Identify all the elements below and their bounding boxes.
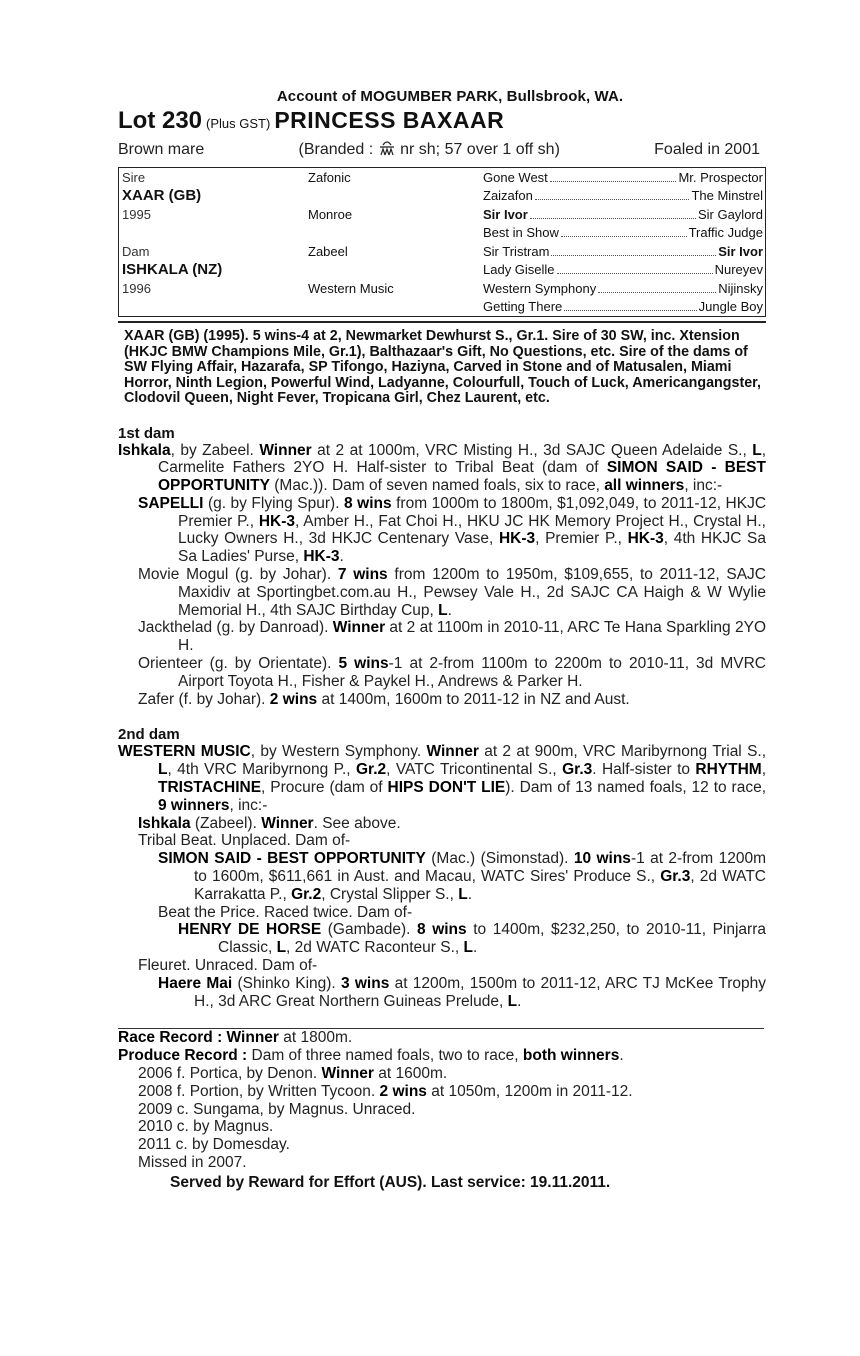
pedigree-row: Getting There Jungle Boy [483,299,763,315]
first-dam-heading: 1st dam [118,424,175,442]
produce-item: 2009 c. Sungama, by Magnus. Unraced. [138,1100,416,1118]
pedigree-row: 1996 Western Music Western Symphony Nijinsky [122,280,763,296]
brand-info: (Branded : nr sh; 57 over 1 off sh) [298,141,560,158]
sire-name: XAAR (GB) [122,187,202,205]
produce-item: 2008 f. Portion, by Written Tycoon. 2 wins at 1050m, 1200m in 2011-12. [138,1082,633,1100]
progeny-entry: Movie Mogul (g. by Johar). 7 wins from 1200m to 1950m, $109,655, to 2011-12, SAJC Maxidiv at Sportingbet.com.au H., Pewsey Vale H., 2d SAJC CA Haigh & W Wylie Memorial H., 4th SAJC Birthday Cup, L. [138,566,766,619]
horse-subline [118,139,766,159]
progeny-entry: Beat the Price. Raced twice. Dam of- [158,903,413,921]
second-dam-entry: WESTERN MUSIC, by Western Symphony. Winner at 2 at 900m, VRC Maribyrnong Trial S., L, 4th VRC Maribyrnong P., Gr.2, VATC Tricontinental S., Gr.3. Half-sister to RHYTHM, TRISTACHINE, Procure (dam of HIPS DON'T LIE). Dam of 13 named foals, 12 to race, 9 winners, inc:- [118,743,767,814]
horse-description: Brown mare [118,141,205,158]
gst-note: (Plus GST) [206,116,271,131]
first-dam-entry: Ishkala, by Zabeel. Winner at 2 at 1000m, VRC Misting H., 3d SAJC Queen Adelaide S., L, Carmelite Fathers 2YO H. Half-sister to Tribal Beat (dam of SIMON SAID - BEST OPPORTUNITY (Mac.)). Dam of seven named foals, six to race, all winners, inc:- [118,441,767,495]
progeny-entry: Fleuret. Unraced. Dam of- [138,957,318,975]
foaled-year: Foaled in 2001 [654,141,760,158]
progeny-entry: HENRY DE HORSE (Gambade). 8 wins to 1400m, $232,250, to 2010-11, Pinjarra Classic, L, 2d WATC Raconteur S., L. [178,921,766,957]
dam-name: ISHKALA (NZ) [122,261,223,279]
lot-line [118,107,766,135]
pedigree-row: 1995 Monroe Sir Ivor Sir Gaylord [122,206,763,222]
progeny-entry: Tribal Beat. Unplaced. Dam of- [138,832,351,850]
pedigree-table [118,167,766,317]
produce-item: 2010 c. by Magnus. [138,1118,274,1136]
divider [118,321,766,323]
produce-item: 2011 c. by Domesday. [138,1136,290,1154]
progeny-entry: SIMON SAID - BEST OPPORTUNITY (Mac.) (Simonstad). 10 wins-1 at 2-from 1200m to 1600m, $611,661 in Aust. and Macau, WATC Sires' Produce S., Gr.3, 2d WATC Karrakatta P., Gr.2, Crystal Slipper S., L. [158,850,767,903]
first-dam-section [118,442,766,709]
produce-item: 2006 f. Portica, by Denon. Winner at 1600m. [138,1065,448,1082]
served-note: Served by Reward for Effort (AUS). Last service: 19.11.2011. [170,1173,611,1191]
brand-mark-icon [378,139,396,157]
pedigree-row: Dam Zabeel Sir Tristram Sir Ivor [122,243,763,259]
progeny-entry: Orienteer (g. by Orientate). 5 wins-1 at 2-from 1100m to 2200m to 2010-11, 3d MVRC Airport Toyota H., Fisher & Paykel H., Andrews & Parker H. [138,655,766,690]
produce-record: Produce Record : Dam of three named foals, two to race, both winners. [118,1047,624,1065]
sire-summary: XAAR (GB) (1995). 5 wins-4 at 2, Newmarket Dewhurst S., Gr.1. Sire of 30 SW, inc. Xtension (HKJC BMW Champions Mile, Gr.1), Balthazaar's Gift, No Questions, etc. Sire of the dams of SW Flying Affair, Hazarafa, SP Tifongo, Haziyna, Carved in Stone and of Matusalen, Miami Horror, Ninth Legion, Powerful Wind, Ladyanne, Colourfull, Touch of Luck, Americangangster, Clodovil Queen, Night Fever, Tropicana Girl, Chez Laurent, etc. [124,328,761,406]
lot-number: Lot 230 [118,107,203,134]
horse-name: PRINCESS BAXAAR [274,107,505,133]
progeny-entry: Ishkala (Zabeel). Winner. See above. [138,814,401,832]
pedigree-row: Best in Show Traffic Judge [483,225,763,241]
vendor-account: Account of MOGUMBER PARK, Bullsbrook, WA. [276,88,624,105]
race-record: Race Record : Winner at 1800m. [118,1029,353,1047]
progeny-entry: Zafer (f. by Johar). 2 wins at 1400m, 1600m to 2011-12 in NZ and Aust. [138,690,630,708]
catalogue-page [118,88,766,1192]
second-dam-section [118,743,766,1010]
pedigree-row: Sire Zafonic Gone West Mr. Prospector [122,169,763,185]
produce-item: Missed in 2007. [138,1153,247,1171]
progeny-entry: SAPELLI (g. by Flying Spur). 8 wins from 1000m to 1800m, $1,092,049, to 2011-12, HKJC Premier P., HK-3, Amber H., Fat Choi H., HKU JC HK Memory Project H., Crystal H., Lucky Owners H., 3d HKJC Centenary Vase, HK-3, Premier P., HK-3, 4th HKJC Sa Sa Ladies' Purse, HK-3. [138,494,767,566]
progeny-entry: Haere Mai (Shinko King). 3 wins at 1200m, 1500m to 2011-12, ARC TJ McKee Trophy H., 3d ARC Great Northern Guineas Prelude, L. [158,974,767,1010]
pedigree-row: XAAR (GB) Zaizafon The Minstrel [119,187,765,206]
second-dam-heading: 2nd dam [118,726,180,744]
progeny-entry: Jackthelad (g. by Danroad). Winner at 2 at 1100m in 2010-11, ARC Te Hana Sparkling 2YO H. [138,619,766,655]
pedigree-row: ISHKALA (NZ) Lady Giselle Nureyev [119,261,765,280]
